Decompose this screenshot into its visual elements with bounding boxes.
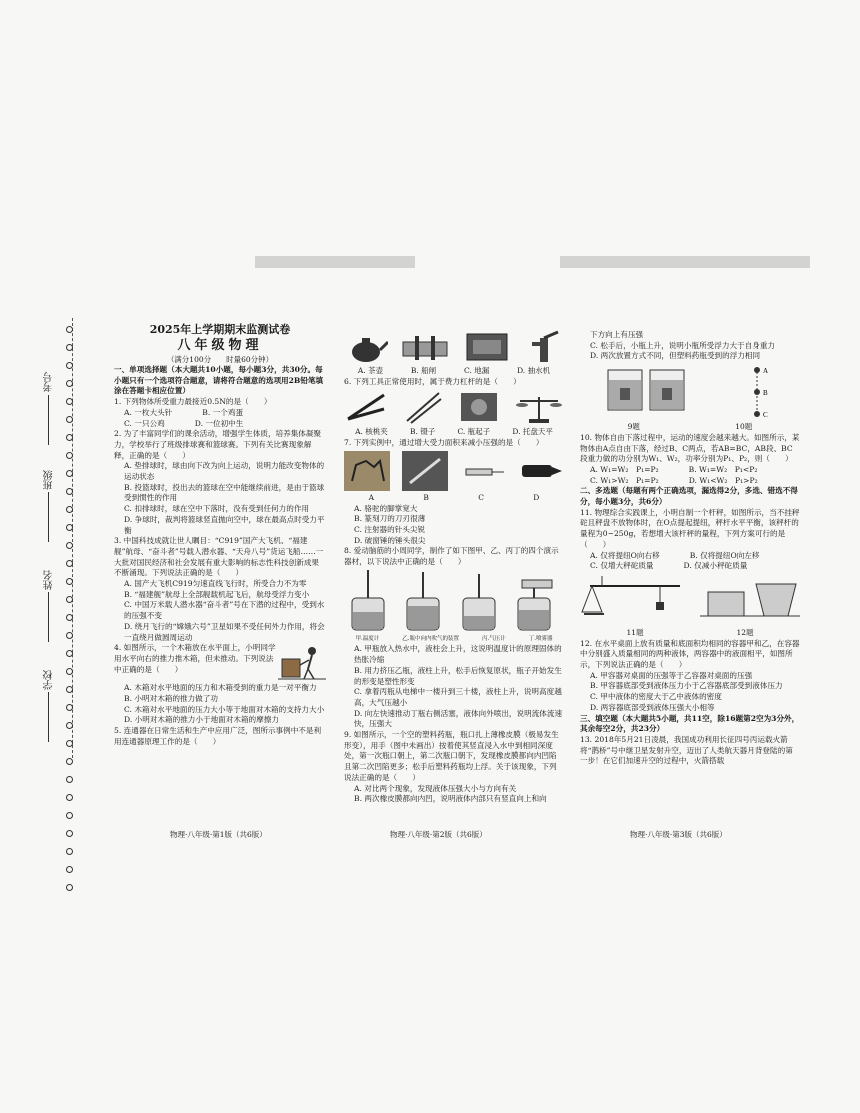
figure-10-caption: 10题 xyxy=(735,422,753,432)
q8-figures xyxy=(344,570,564,632)
push-box-figure xyxy=(278,643,326,683)
balance-scale-icon xyxy=(514,389,564,425)
class-label: 班级 xyxy=(44,470,55,490)
q8-label: 丁.喷雾器 xyxy=(528,635,553,642)
exam-no-label: 考号 xyxy=(44,372,55,392)
q9-option: C. 松手后，小瓶上升，说明小瓶所受浮力大于自身重力 xyxy=(590,340,776,350)
point-c: C xyxy=(762,411,768,420)
q8-option: D. 向左快速推动丁瓶右侧活塞，液体向外喷出，说明流体流速快，压强大 xyxy=(354,708,563,729)
point-b: B xyxy=(762,389,768,398)
q11-q12-figures xyxy=(580,574,800,626)
q9-continued: 下方向上有压强 xyxy=(590,330,644,339)
q11-option: C. 仅增大秤砣质量 xyxy=(590,561,654,571)
bottle-thermometer-icon xyxy=(344,570,392,632)
q6-caption: D. 托盘天平 xyxy=(512,427,553,437)
q3-option: D. 绕月飞行的“嫦娥六号”卫星如果不受任何外力作用，将会一直绕月做圆周运动 xyxy=(124,621,325,642)
window-breaker-icon xyxy=(518,451,564,491)
q1-option: C. 一只公鸡 xyxy=(124,418,165,428)
question-4: 4. 如图所示，一个木箱放在水平面上，小明同学用水平向右的推力推木箱，但未推动。下列说法中正确的是（ ） xyxy=(114,643,276,674)
q1-option: A. 一枚大头针 xyxy=(124,407,173,417)
q11-options-row xyxy=(580,561,800,572)
q6-caption: B. 镊子 xyxy=(409,427,436,437)
teapot-icon xyxy=(344,330,388,364)
q6-figures xyxy=(344,389,564,425)
q9-option: D. 两次放置方式不同，但塑料药瓶受到的浮力相同 xyxy=(590,351,761,361)
q5-figures xyxy=(344,330,564,364)
q4-block xyxy=(114,643,326,683)
q2-option: B. 投篮球时，投出去的篮球在空中能继续前进，是由于篮球受到惯性的作用 xyxy=(124,482,325,503)
scan-bleed xyxy=(560,256,810,268)
q2-option: C. 扣排球时，球在空中下落时，没有受到任何力的作用 xyxy=(124,504,310,514)
q8-label: 乙.瓶中向内吹气的装置 xyxy=(402,635,459,642)
q11-q12-captions xyxy=(580,628,800,639)
q10-option: B. W₁=W₂ P₁<P₂ xyxy=(688,464,758,474)
q10-option: D. W₁<W₂ P₁>P₂ xyxy=(688,475,758,485)
q3-option: A. 国产大飞机C919匀速直线飞行时，所受合力不为零 xyxy=(124,579,307,589)
q7-letter: B xyxy=(423,492,429,502)
q8-option: B. 用力挤压乙瓶，液柱上升，松手后恢复原状，瓶子开始发生的形变是塑性形变 xyxy=(354,665,562,686)
question-12: 12. 在水平桌面上放有质量和底面积均相同的容器甲和乙，在容器中分别盛入质量相同的两种液体，两容器中的液面相平，如图所示，下列说法正确的是（ ） xyxy=(580,638,800,670)
q12-option: D. 两容器底部受到液体压强大小相等 xyxy=(590,702,715,712)
q11-option: B. 仅将提纽O向左移 xyxy=(689,550,760,560)
exam-meta: （满分100分 时量60分钟） xyxy=(166,355,274,364)
carving-knife-icon xyxy=(402,451,448,491)
page-3-footer: 物理·八年级·第3版（共6版） xyxy=(630,830,727,839)
section-3-heading: 三、填空题（本大题共5小题，共11空，除16题第2空为3分外，其余每空2分，共23分） xyxy=(580,713,800,734)
question-1: 1. 下列物体所受重力最接近0.5N的是（ ） xyxy=(114,397,272,407)
q4-option: C. 木箱对水平地面的压力大小等于地面对木箱的支持力大小 xyxy=(124,704,325,714)
class-line xyxy=(48,492,49,542)
q12-option: B. 甲容器底部受到液体压力小于乙容器底部受到液体压力 xyxy=(590,681,783,691)
scan-bleed xyxy=(255,256,415,268)
q11-options-row xyxy=(580,551,800,562)
q9-option: B. 两次橡皮膜都向内凹，说明液体内部只有竖直向上和向 xyxy=(354,794,547,804)
q1-options-row xyxy=(114,419,326,430)
binding-holes xyxy=(66,326,76,902)
q5-captions xyxy=(344,366,564,377)
q11-option: D. 仅减小秤砣质量 xyxy=(683,561,748,571)
q4-option: B. 小明对木箱的推力做了功 xyxy=(124,693,218,703)
q12-option: A. 甲容器对桌面的压强等于乙容器对桌面的压强 xyxy=(590,670,753,680)
exam-subtitle: 八年级物理 xyxy=(177,338,263,353)
q5-caption: D. 抽水机 xyxy=(517,366,551,375)
section-1-heading: 一、单项选择题（本大题共10小题，每小题3分，共30分。每小题只有一个选项符合题意，请将符合题意的选项用2B铅笔填涂在答题卡相应位置） xyxy=(114,365,324,396)
squeeze-bottle-icon xyxy=(399,570,447,632)
figure-12-caption: 12题 xyxy=(736,627,754,637)
q7-caption: C. 注射器的针头尖锐 xyxy=(354,524,426,534)
question-6: 6. 下列工具正常使用时，属于费力杠杆的是（ ） xyxy=(344,376,521,386)
q2-option: A. 垫排球时，球由向下改为向上运动，说明力能改变物体的运动状态 xyxy=(124,461,325,482)
q8-option: C. 拿着丙瓶从电梯中一楼升到三十楼，液柱上升，说明高度越高，大气压越小 xyxy=(354,687,562,707)
page-2-column xyxy=(344,328,564,805)
bottle-opener-icon xyxy=(457,389,501,425)
name-line xyxy=(48,592,49,642)
q8-labels xyxy=(344,634,564,645)
question-2: 2. 为了丰富同学们的课余活动，增强学生体质，培养集体凝聚力，学校举行了班级排球赛和篮球赛。下列有关比赛现象解释，正确的是（ ） xyxy=(114,429,322,460)
figure-11-caption: 11题 xyxy=(626,627,644,637)
q10-options-row xyxy=(580,465,800,476)
q10-option: C. W₁>W₂ P₁=P₂ xyxy=(590,475,659,485)
question-9: 9. 如图所示，一个空的塑料药瓶，瓶口扎上薄橡皮膜（极易发生形变），用手（图中未画出）按着使其竖直浸入水中到相同深度处，第一次瓶口朝上，第二次瓶口朝下，发现橡皮膜都向内凹陷且第二次凹陷更多；松手后塑料药瓶均上浮。关于该现象，下列说法正确的是（ ） xyxy=(344,730,559,782)
floor-drain-icon xyxy=(463,330,511,364)
barometer-bottle-icon xyxy=(455,570,503,632)
section-2-heading: 二、多选题（每题有两个正确选项，漏选得2分，多选、错选不得分，每小题3分，共6分） xyxy=(580,486,798,507)
q10-options-row xyxy=(580,476,800,487)
q8-option: A. 甲瓶放入热水中，液柱会上升，这说明温度计的原理固体的热胀冷缩 xyxy=(354,644,562,665)
q7-letter: C xyxy=(478,492,484,502)
exam-no-line xyxy=(48,395,49,445)
q6-caption: A. 核桃夹 xyxy=(355,427,388,437)
water-pump-icon xyxy=(524,330,564,364)
q3-option: C. 中国万米载人潜水器“奋斗者”号在下潜的过程中，受到水的压强不变 xyxy=(124,600,325,621)
q7-caption: D. 破窗锤的锤头很尖 xyxy=(354,535,426,545)
q10-option: A. W₁=W₂ P₁=P₂ xyxy=(590,464,659,474)
q2-option: D. 争球时，裁判将篮球竖直抛向空中，球在最高点时受力平衡 xyxy=(124,514,325,535)
q6-caption: C. 瓶起子 xyxy=(457,427,491,437)
falling-object-figure xyxy=(737,364,777,420)
q4-option: A. 木箱对水平地面的压力和木箱受到的重力是一对平衡力 xyxy=(124,683,317,693)
school-label: 学校 xyxy=(44,670,55,690)
page-1-footer: 物理·八年级·第1版（共6版） xyxy=(170,830,267,839)
question-3: 3. 中国科技成就让世人瞩目：“C919”国产大飞机、“福建舰”航母、“奋斗者”号载人潜水器、“天舟八号”货运飞船……一大批对国民经济和社会发展有重大影响的标志性科技创新成果不断涌现。下列说法正确的是（ ） xyxy=(114,536,324,578)
steelyard-figure xyxy=(580,574,690,626)
q1-options-row xyxy=(114,408,326,419)
q3-option: B. “福建舰”航母上全部舰载机起飞后，航母受浮力变小 xyxy=(124,589,310,599)
q7-caption: B. 篆刻刀的刀刃很薄 xyxy=(354,514,426,524)
q1-option: D. 一位初中生 xyxy=(194,418,244,428)
q6-captions xyxy=(344,427,564,438)
name-label: 姓名 xyxy=(44,570,55,590)
q9-q10-captions xyxy=(580,422,800,433)
syringe-icon xyxy=(460,451,506,491)
q9-q10-figures xyxy=(580,364,800,420)
exam-title: 2025年上学期期末监测试卷 xyxy=(149,323,291,336)
q7-letter: A xyxy=(368,492,375,502)
q5-caption: C. 地漏 xyxy=(464,366,490,375)
q5-caption: A. 茶壶 xyxy=(357,366,384,375)
q8-label: 甲.温度计 xyxy=(355,635,380,642)
question-8: 8. 爱动脑筋的小周同学，制作了如下图甲、乙、丙丁的四个演示器材，以下说法中正确的是（ ） xyxy=(344,546,559,567)
q9-option: A. 对比两个现象，发现液体压强大小与方向有关 xyxy=(354,783,517,793)
question-10: 10. 物体自由下落过程中，运动的速度会越来越大。如图所示，某物体由A点自由下落，经过B、C两点，若AB=BC，AB段、BC段重力做的功分别为W₁、W₂，功率分别为P₁、P₂，则（ ） xyxy=(580,432,800,464)
page-3-column xyxy=(580,330,800,767)
q5-caption: B. 船闸 xyxy=(410,366,437,375)
q8-label: 丙.气压计 xyxy=(482,635,506,642)
question-5: 5. 连通器在日常生活和生产中应用广泛，图所示事例中不是利用连通器原理工作的是（ ） xyxy=(114,726,322,746)
figure-9-caption: 9题 xyxy=(627,422,640,432)
sprayer-bottle-icon xyxy=(510,570,564,632)
q1-option: B. 一个鸡蛋 xyxy=(202,407,244,417)
q7-letters xyxy=(344,493,564,504)
page-2-footer: 物理·八年级·第2版（共6版） xyxy=(390,830,487,839)
q4-option: D. 小明对木箱的推力小于地面对木箱的摩擦力 xyxy=(124,715,279,725)
q11-option: A. 仅将提纽O向右移 xyxy=(590,550,660,560)
camel-icon xyxy=(344,451,390,491)
page-1-column xyxy=(114,322,326,748)
question-13: 13. 2018年5月21日凌晨，我国成功利用长征四号丙运载火箭将“鹊桥”号中继卫星发射升空，迈出了人类航天器月背登陆的第一步！在它们加速升空的过程中，火箭搭载 xyxy=(580,734,793,766)
containers-figure xyxy=(700,574,800,626)
school-line xyxy=(48,692,49,742)
q7-letter: D xyxy=(533,492,540,502)
tweezers-icon xyxy=(401,389,445,425)
q12-option: C. 甲中液体的密度大于乙中液体的密度 xyxy=(590,692,722,702)
question-11: 11. 物理综合实践课上，小明自制一个杆秤，如图所示，当不挂秤砣且秤盘不放物体时，在O点提起提纽，秤杆水平平衡，该秤杆的量程为0~250g，若想增大该杆秤的量程，下列方案可行的是（ ） xyxy=(580,507,800,549)
q7-figures xyxy=(344,451,564,491)
q7-caption: A. 骆驼的脚掌宽大 xyxy=(354,503,418,513)
nutcracker-icon xyxy=(344,389,388,425)
question-7: 7. 下列实例中，通过增大受力面积来减小压强的是（ ） xyxy=(344,438,544,448)
ship-lock-icon xyxy=(401,330,449,364)
beakers-figure xyxy=(604,364,690,420)
point-a: A xyxy=(762,367,768,376)
